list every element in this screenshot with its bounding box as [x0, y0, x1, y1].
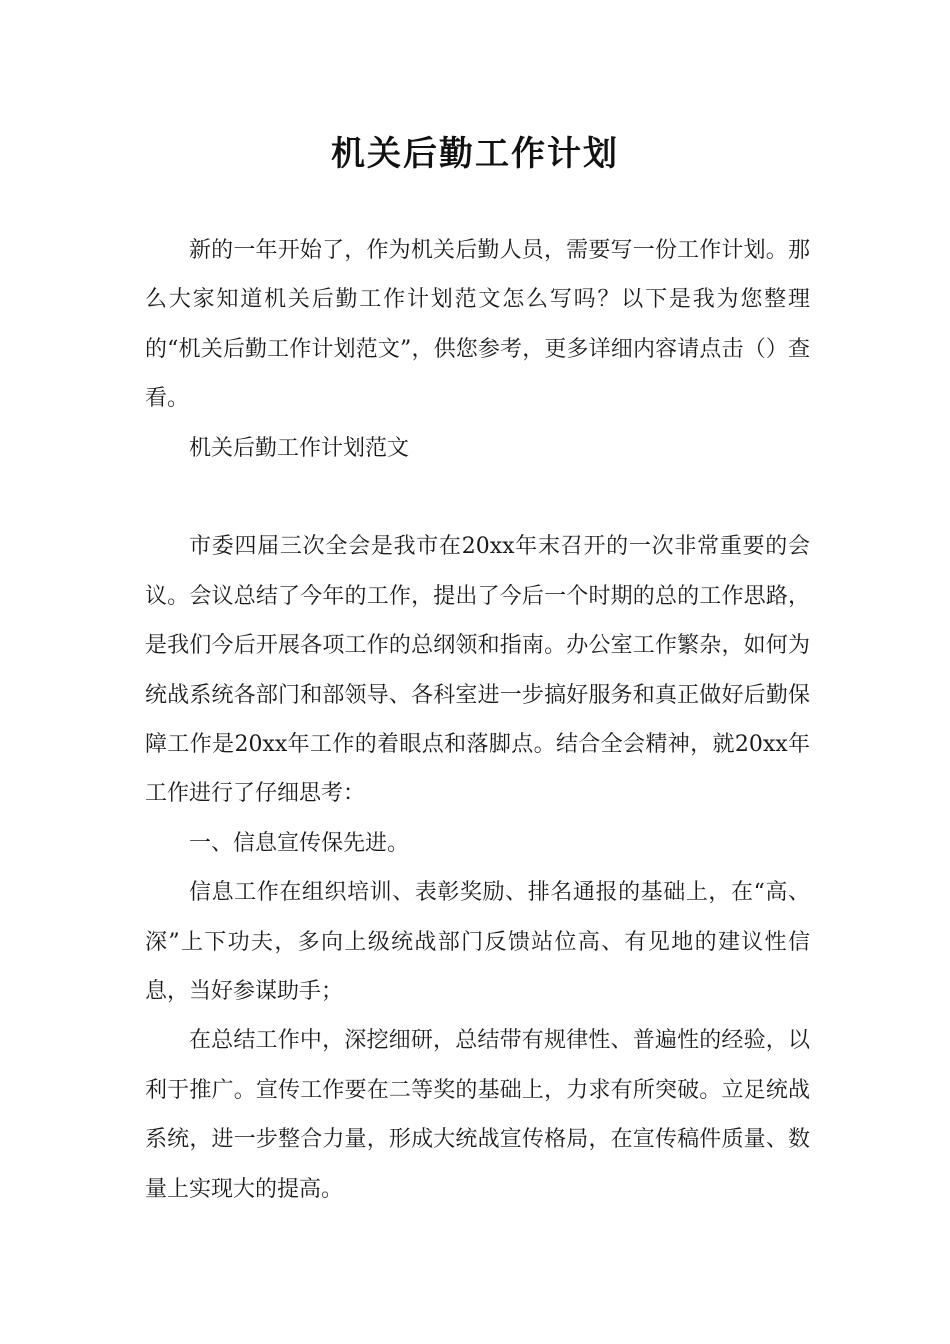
document-body: [145, 226, 810, 1214]
background-paragraph: 市委四届三次全会是我市在20xx年末召开的一次非常重要的会议。会议总结了今年的工作，提出了今后一个时期的总的工作思路，是我们今后开展各项工作的总纲领和指南。办公室工作繁杂，如何为统战系统各部门和部领导、各科室进一步搞好服务和真正做好后勤保障工作是20xx年工作的着眼点和落脚点。结合全会精神，就20xx年工作进行了仔细思考：: [145, 534, 810, 807]
info-work-paragraph: 信息工作在组织培训、表彰奖励、排名通报的基础上，在“高、深”上下功夫，多向上级统战部门反馈站位高、有见地的建议性信息，当好参谋助手；: [145, 880, 810, 1005]
summary-work-paragraph: 在总结工作中，深挖细研，总结带有规律性、普遍性的经验，以利于推广。宣传工作要在二等奖的基础上，力求有所突破。立足统战系统，进一步整合力量，形成大统战宣传格局，在宣传稿件质量、数量上实现大的提高。: [145, 1028, 810, 1202]
section-heading-sample: 机关后勤工作计划范文: [189, 435, 410, 461]
section-heading-1: 一、信息宣传保先进。: [189, 830, 410, 856]
document-title: 机关后勤工作计划: [331, 134, 619, 174]
intro-paragraph: 新的一年开始了，作为机关后勤人员，需要写一份工作计划。那么大家知道机关后勤工作计划范文怎么写吗？以下是我为您整理的“机关后勤工作计划范文”，供您参考，更多详细内容请点击（）查看。: [145, 238, 810, 412]
